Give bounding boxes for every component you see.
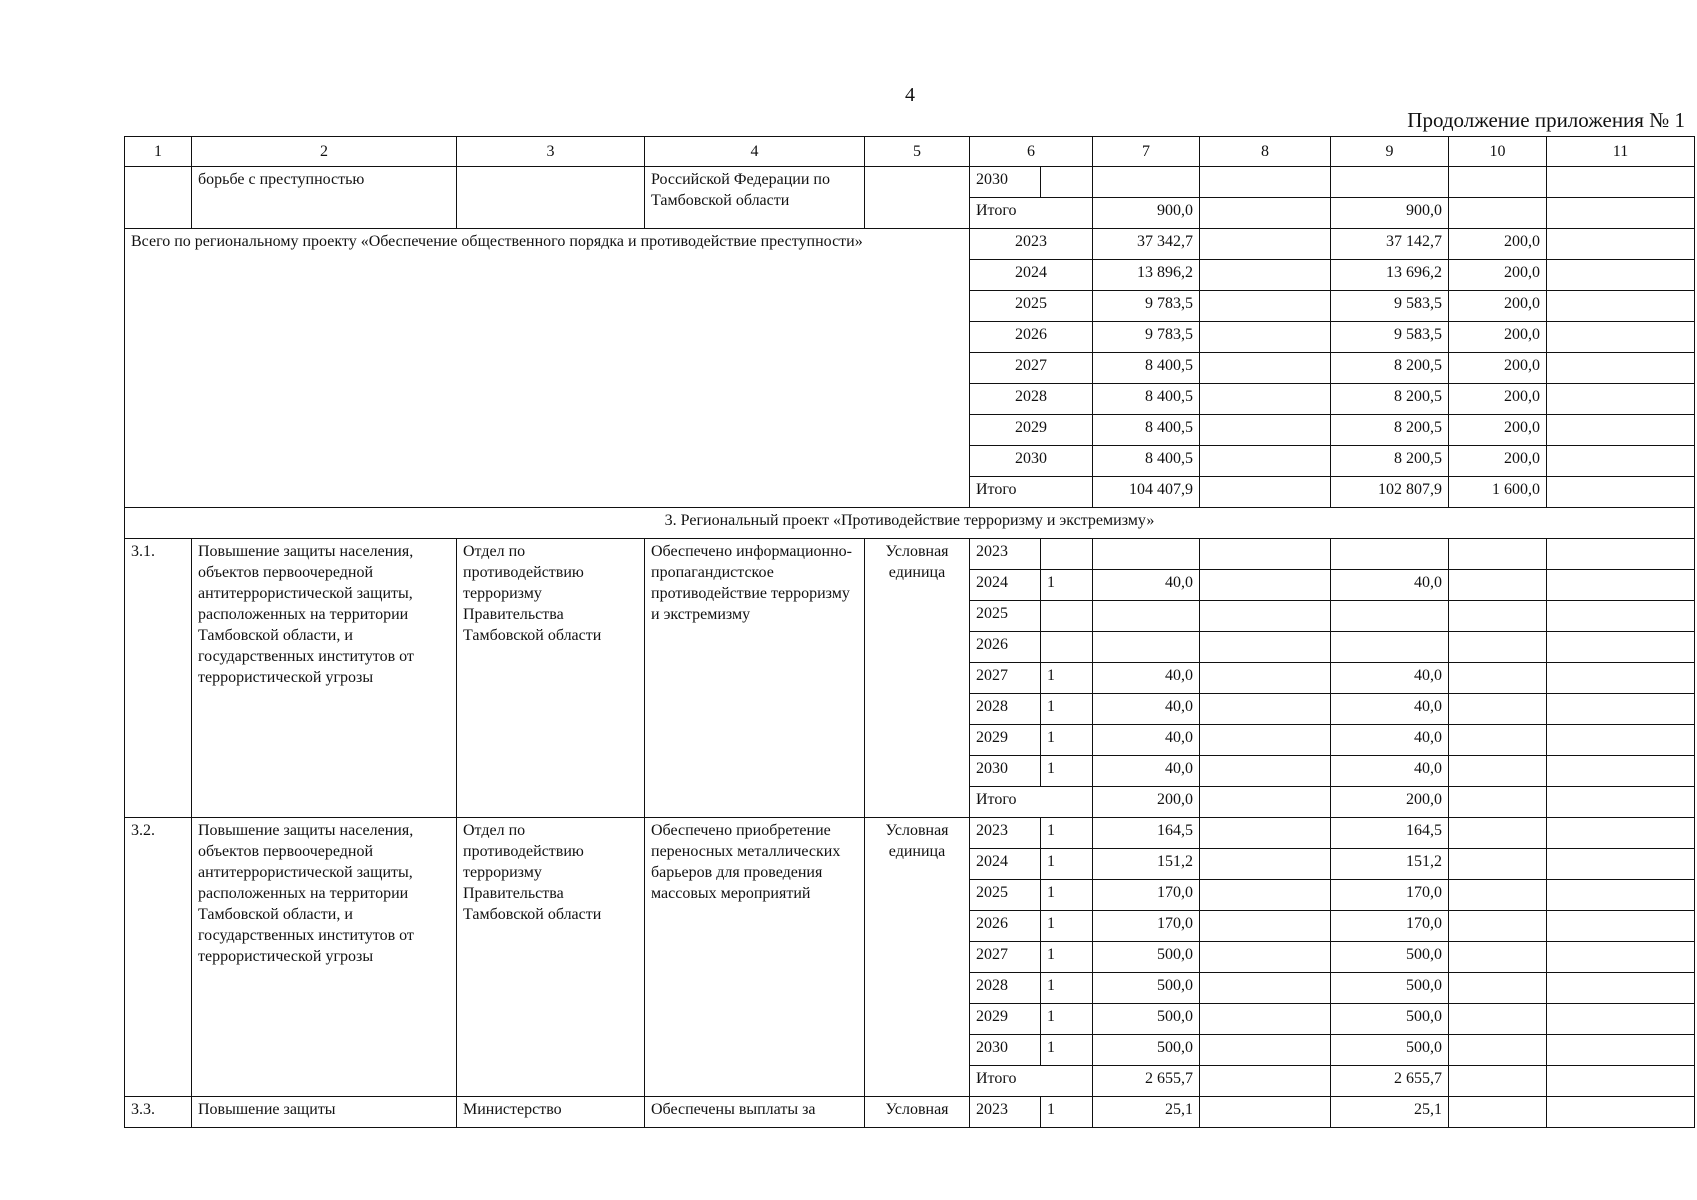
amount-col11-cell — [1547, 1004, 1695, 1035]
amount-col9-cell: 8 200,5 — [1331, 384, 1449, 415]
result-cell: Обеспечены выплаты за — [645, 1097, 865, 1128]
year-cell: 2027 — [970, 663, 1041, 694]
year-cell: 2028 — [970, 973, 1041, 1004]
year-cell: 2030 — [970, 1035, 1041, 1066]
table-row — [125, 1097, 1695, 1128]
amount-col11-cell — [1547, 973, 1695, 1004]
amount-col10-cell: 200,0 — [1449, 291, 1547, 322]
year-cell: 2024 — [970, 260, 1093, 291]
amount-col10-cell — [1449, 942, 1547, 973]
amount-col7-cell: 13 896,2 — [1093, 260, 1200, 291]
amount-col8-cell — [1200, 756, 1331, 787]
quantity-cell: 1 — [1041, 911, 1093, 942]
amount-col10-cell: 200,0 — [1449, 384, 1547, 415]
amount-col11-cell — [1547, 570, 1695, 601]
amount-col10-cell — [1449, 694, 1547, 725]
amount-col10-cell — [1449, 167, 1547, 198]
amount-col11-cell — [1547, 632, 1695, 663]
executor-cell: Отдел по противодействию терроризму Правительства Тамбовской области — [457, 818, 645, 1097]
amount-col10-cell — [1449, 787, 1547, 818]
amount-col8-cell — [1200, 973, 1331, 1004]
amount-col7-cell — [1093, 632, 1200, 663]
item-number-cell: 3.3. — [125, 1097, 192, 1128]
amount-col7-cell: 500,0 — [1093, 1035, 1200, 1066]
section-heading-row — [125, 508, 1695, 539]
amount-col7-cell: 40,0 — [1093, 694, 1200, 725]
amount-col9-cell: 500,0 — [1331, 1035, 1449, 1066]
amount-col8-cell — [1200, 415, 1331, 446]
quantity-cell: 1 — [1041, 818, 1093, 849]
total-label-cell: Итого — [970, 787, 1093, 818]
amount-col11-cell — [1547, 291, 1695, 322]
amount-col10-cell — [1449, 1004, 1547, 1035]
quantity-cell: 1 — [1041, 973, 1093, 1004]
amount-col8-cell — [1200, 787, 1331, 818]
year-cell: 2029 — [970, 725, 1041, 756]
amount-col9-cell: 40,0 — [1331, 663, 1449, 694]
item-number-cell: 3.2. — [125, 818, 192, 1097]
amount-col7-cell: 40,0 — [1093, 663, 1200, 694]
section-3-title: 3. Региональный проект «Противодействие терроризму и экстремизму» — [125, 508, 1695, 539]
year-cell: 2026 — [970, 632, 1041, 663]
amount-col9-cell: 9 583,5 — [1331, 322, 1449, 353]
amount-col9-cell — [1331, 601, 1449, 632]
result-cell: Обеспечено приобретение переносных металлических барьеров для проведения массовых мероприятий — [645, 818, 865, 1097]
amount-col8-cell — [1200, 229, 1331, 260]
amount-col10-cell: 200,0 — [1449, 260, 1547, 291]
quantity-cell: 1 — [1041, 694, 1093, 725]
amount-col10-cell — [1449, 756, 1547, 787]
amount-col9-cell: 500,0 — [1331, 973, 1449, 1004]
amount-col9-cell: 164,5 — [1331, 818, 1449, 849]
col-header-6: 6 — [970, 137, 1093, 167]
amount-col7-cell: 500,0 — [1093, 942, 1200, 973]
amount-col11-cell — [1547, 353, 1695, 384]
amount-col11-cell — [1547, 446, 1695, 477]
quantity-cell: 1 — [1041, 849, 1093, 880]
amount-col8-cell — [1200, 477, 1331, 508]
amount-col11-cell — [1547, 849, 1695, 880]
total-label-cell: Итого — [970, 1066, 1093, 1097]
quantity-cell: 1 — [1041, 725, 1093, 756]
amount-col8-cell — [1200, 725, 1331, 756]
amount-col10-cell: 200,0 — [1449, 353, 1547, 384]
amount-col9-cell: 40,0 — [1331, 694, 1449, 725]
amount-col11-cell — [1547, 1035, 1695, 1066]
amount-col8-cell — [1200, 1097, 1331, 1128]
amount-col7-cell: 40,0 — [1093, 570, 1200, 601]
col-header-7: 7 — [1093, 137, 1200, 167]
amount-col9-cell: 8 200,5 — [1331, 353, 1449, 384]
col-header-11: 11 — [1547, 137, 1695, 167]
quantity-cell: 1 — [1041, 663, 1093, 694]
amount-col8-cell — [1200, 353, 1331, 384]
amount-col8-cell — [1200, 880, 1331, 911]
executor-cell — [457, 167, 645, 229]
amount-col7-cell: 500,0 — [1093, 1004, 1200, 1035]
amount-col10-cell: 200,0 — [1449, 446, 1547, 477]
amount-col9-cell: 170,0 — [1331, 911, 1449, 942]
amount-col9-cell: 500,0 — [1331, 942, 1449, 973]
amount-col7-cell: 40,0 — [1093, 725, 1200, 756]
quantity-cell: 1 — [1041, 1004, 1093, 1035]
amount-col11-cell — [1547, 694, 1695, 725]
amount-col8-cell — [1200, 260, 1331, 291]
amount-col7-cell — [1093, 539, 1200, 570]
amount-col7-cell: 9 783,5 — [1093, 291, 1200, 322]
amount-col10-cell — [1449, 818, 1547, 849]
unit-cell: Условная — [865, 1097, 970, 1128]
quantity-cell: 1 — [1041, 942, 1093, 973]
amount-col9-cell: 9 583,5 — [1331, 291, 1449, 322]
table-row — [125, 539, 1695, 570]
amount-col8-cell — [1200, 694, 1331, 725]
year-cell: 2027 — [970, 942, 1041, 973]
amount-col8-cell — [1200, 291, 1331, 322]
amount-col7-cell: 500,0 — [1093, 973, 1200, 1004]
amount-col7-cell: 151,2 — [1093, 849, 1200, 880]
amount-col7-cell: 8 400,5 — [1093, 384, 1200, 415]
year-cell: 2023 — [970, 818, 1041, 849]
amount-col8-cell — [1200, 663, 1331, 694]
table-row — [125, 818, 1695, 849]
amount-col9-cell: 40,0 — [1331, 756, 1449, 787]
quantity-cell: 1 — [1041, 570, 1093, 601]
amount-col11-cell — [1547, 260, 1695, 291]
year-cell: 2023 — [970, 539, 1041, 570]
amount-col10-cell: 200,0 — [1449, 322, 1547, 353]
total-label-cell: Итого — [970, 477, 1093, 508]
amount-col8-cell — [1200, 198, 1331, 229]
amount-col10-cell — [1449, 880, 1547, 911]
project-total-label: Всего по региональному проекту «Обеспечение общественного порядка и противодействие преступности» — [125, 229, 970, 508]
amount-col11-cell — [1547, 787, 1695, 818]
col-header-10: 10 — [1449, 137, 1547, 167]
amount-col11-cell — [1547, 198, 1695, 229]
amount-col10-cell — [1449, 973, 1547, 1004]
unit-cell: Условная единица — [865, 818, 970, 1097]
col-header-8: 8 — [1200, 137, 1331, 167]
amount-col10-cell: 200,0 — [1449, 229, 1547, 260]
col-header-5: 5 — [865, 137, 970, 167]
amount-col8-cell — [1200, 632, 1331, 663]
amount-col10-cell — [1449, 1035, 1547, 1066]
quantity-cell — [1041, 632, 1093, 663]
amount-col11-cell — [1547, 384, 1695, 415]
quantity-cell: 1 — [1041, 756, 1093, 787]
unit-cell — [865, 167, 970, 229]
amount-col11-cell — [1547, 725, 1695, 756]
executor-cell: Министерство — [457, 1097, 645, 1128]
unit-cell: Условная единица — [865, 539, 970, 818]
col-header-3: 3 — [457, 137, 645, 167]
amount-col8-cell — [1200, 911, 1331, 942]
amount-col9-cell: 200,0 — [1331, 787, 1449, 818]
amount-col10-cell — [1449, 725, 1547, 756]
year-cell: 2030 — [970, 167, 1041, 198]
quantity-cell: 1 — [1041, 1035, 1093, 1066]
col-header-4: 4 — [645, 137, 865, 167]
amount-col7-cell — [1093, 167, 1200, 198]
amount-col8-cell — [1200, 322, 1331, 353]
col-header-2: 2 — [192, 137, 457, 167]
item-name-cell: Повышение защиты населения, объектов первоочередной антитеррористической защиты, расположенных на территории Тамбовской области, и государственных институтов от террористической угрозы — [192, 539, 457, 818]
year-cell: 2030 — [970, 446, 1093, 477]
amount-col10-cell — [1449, 849, 1547, 880]
amount-col8-cell — [1200, 818, 1331, 849]
amount-col10-cell — [1449, 632, 1547, 663]
amount-col8-cell — [1200, 446, 1331, 477]
item-number-cell: 3.1. — [125, 539, 192, 818]
amount-col11-cell — [1547, 601, 1695, 632]
amount-col8-cell — [1200, 570, 1331, 601]
year-cell: 2028 — [970, 384, 1093, 415]
item-name-cell: Повышение защиты населения, объектов первоочередной антитеррористической защиты, расположенных на территории Тамбовской области, и государственных институтов от террористической угрозы — [192, 818, 457, 1097]
year-cell: 2026 — [970, 911, 1041, 942]
amount-col8-cell — [1200, 1004, 1331, 1035]
table-row — [125, 229, 1695, 260]
amount-col9-cell: 102 807,9 — [1331, 477, 1449, 508]
amount-col9-cell: 37 142,7 — [1331, 229, 1449, 260]
amount-col7-cell: 2 655,7 — [1093, 1066, 1200, 1097]
item-number-cell — [125, 167, 192, 229]
year-cell: 2029 — [970, 415, 1093, 446]
amount-col10-cell — [1449, 663, 1547, 694]
amount-col7-cell: 164,5 — [1093, 818, 1200, 849]
table-row — [125, 167, 1695, 198]
year-cell: 2025 — [970, 880, 1041, 911]
amount-col10-cell — [1449, 601, 1547, 632]
amount-col7-cell: 37 342,7 — [1093, 229, 1200, 260]
year-cell: 2030 — [970, 756, 1041, 787]
result-cell: Обеспечено информационно-пропагандистское противодействие терроризму и экстремизму — [645, 539, 865, 818]
amount-col9-cell: 13 696,2 — [1331, 260, 1449, 291]
amount-col7-cell: 9 783,5 — [1093, 322, 1200, 353]
amount-col9-cell: 25,1 — [1331, 1097, 1449, 1128]
amount-col9-cell: 40,0 — [1331, 725, 1449, 756]
amount-col11-cell — [1547, 911, 1695, 942]
result-cell: Российской Федерации по Тамбовской области — [645, 167, 865, 229]
amount-col10-cell — [1449, 539, 1547, 570]
amount-col9-cell: 2 655,7 — [1331, 1066, 1449, 1097]
amount-col8-cell — [1200, 942, 1331, 973]
amount-col8-cell — [1200, 849, 1331, 880]
amount-col7-cell: 8 400,5 — [1093, 353, 1200, 384]
year-cell: 2027 — [970, 353, 1093, 384]
col-header-9: 9 — [1331, 137, 1449, 167]
amount-col7-cell: 40,0 — [1093, 756, 1200, 787]
year-cell: 2028 — [970, 694, 1041, 725]
year-cell: 2024 — [970, 570, 1041, 601]
amount-col10-cell: 1 600,0 — [1449, 477, 1547, 508]
amount-col9-cell: 8 200,5 — [1331, 446, 1449, 477]
year-cell: 2024 — [970, 849, 1041, 880]
amount-col7-cell: 104 407,9 — [1093, 477, 1200, 508]
quantity-cell — [1041, 167, 1093, 198]
amount-col9-cell: 900,0 — [1331, 198, 1449, 229]
amount-col8-cell — [1200, 1066, 1331, 1097]
amount-col7-cell: 170,0 — [1093, 880, 1200, 911]
amount-col9-cell: 151,2 — [1331, 849, 1449, 880]
amount-col11-cell — [1547, 477, 1695, 508]
amount-col10-cell — [1449, 1066, 1547, 1097]
amount-col11-cell — [1547, 942, 1695, 973]
page-number: 4 — [905, 84, 915, 106]
quantity-cell: 1 — [1041, 1097, 1093, 1128]
year-cell: 2026 — [970, 322, 1093, 353]
item-name-cell: борьбе с преступностью — [192, 167, 457, 229]
amount-col11-cell — [1547, 539, 1695, 570]
amount-col11-cell — [1547, 663, 1695, 694]
amount-col11-cell — [1547, 1097, 1695, 1128]
amount-col10-cell — [1449, 911, 1547, 942]
year-cell: 2023 — [970, 229, 1093, 260]
amount-col9-cell: 170,0 — [1331, 880, 1449, 911]
amount-col10-cell — [1449, 570, 1547, 601]
amount-col7-cell: 8 400,5 — [1093, 415, 1200, 446]
appendix-table — [124, 136, 1695, 1128]
amount-col11-cell — [1547, 1066, 1695, 1097]
amount-col8-cell — [1200, 601, 1331, 632]
amount-col8-cell — [1200, 539, 1331, 570]
amount-col7-cell: 8 400,5 — [1093, 446, 1200, 477]
amount-col9-cell: 8 200,5 — [1331, 415, 1449, 446]
amount-col11-cell — [1547, 880, 1695, 911]
amount-col11-cell — [1547, 415, 1695, 446]
amount-col7-cell: 200,0 — [1093, 787, 1200, 818]
quantity-cell — [1041, 539, 1093, 570]
amount-col7-cell: 900,0 — [1093, 198, 1200, 229]
amount-col11-cell — [1547, 229, 1695, 260]
amount-col11-cell — [1547, 322, 1695, 353]
amount-col7-cell: 170,0 — [1093, 911, 1200, 942]
amount-col8-cell — [1200, 167, 1331, 198]
amount-col9-cell — [1331, 539, 1449, 570]
amount-col7-cell — [1093, 601, 1200, 632]
year-cell: 2025 — [970, 291, 1093, 322]
year-cell: 2023 — [970, 1097, 1041, 1128]
amount-col9-cell — [1331, 632, 1449, 663]
amount-col9-cell — [1331, 167, 1449, 198]
amount-col11-cell — [1547, 818, 1695, 849]
column-number-row — [125, 137, 1695, 167]
amount-col11-cell — [1547, 756, 1695, 787]
amount-col8-cell — [1200, 384, 1331, 415]
quantity-cell: 1 — [1041, 880, 1093, 911]
appendix-continuation-label: Продолжение приложения № 1 — [1407, 108, 1685, 132]
quantity-cell — [1041, 601, 1093, 632]
year-total-cell: Итого — [970, 198, 1093, 229]
executor-cell: Отдел по противодействию терроризму Правительства Тамбовской области — [457, 539, 645, 818]
amount-col10-cell: 200,0 — [1449, 415, 1547, 446]
amount-col7-cell: 25,1 — [1093, 1097, 1200, 1128]
amount-col8-cell — [1200, 1035, 1331, 1066]
amount-col10-cell — [1449, 1097, 1547, 1128]
year-cell: 2025 — [970, 601, 1041, 632]
amount-col9-cell: 500,0 — [1331, 1004, 1449, 1035]
item-name-cell: Повышение защиты — [192, 1097, 457, 1128]
year-cell: 2029 — [970, 1004, 1041, 1035]
col-header-1: 1 — [125, 137, 192, 167]
amount-col11-cell — [1547, 167, 1695, 198]
amount-col9-cell: 40,0 — [1331, 570, 1449, 601]
amount-col10-cell — [1449, 198, 1547, 229]
